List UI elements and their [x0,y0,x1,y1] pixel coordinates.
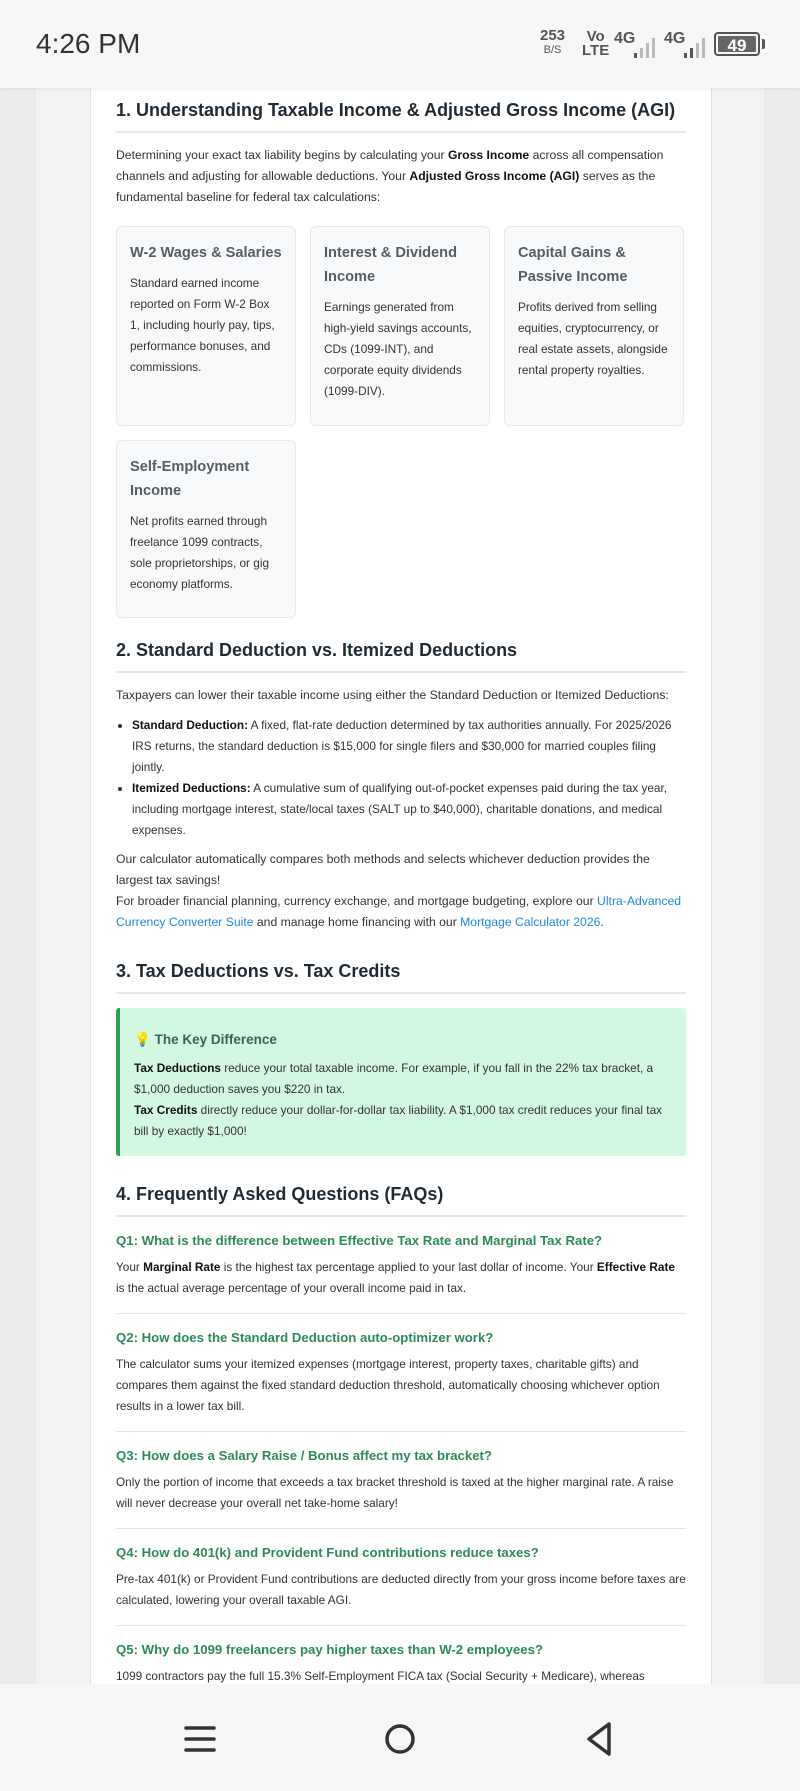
volte-bottom: LTE [582,42,610,59]
section-2-summary: Our calculator automatically compares both methods and selects whichever deduction provides the largest tax savings! [116,852,650,887]
section-1-heading: 1. Understanding Taxable Income & Adjusted Gross Income (AGI) [116,100,686,133]
faq-item [116,1446,686,1529]
key-difference-callout [116,1008,686,1156]
section-2-heading: 2. Standard Deduction vs. Itemized Deductions [116,640,686,673]
income-card-title: Self-Employment Income [130,459,250,499]
sim1-network-type: 4G [614,30,636,47]
volte-top: Vo [586,28,605,45]
network-speed [540,28,565,58]
faq-item [116,1328,686,1432]
clock: 4:26 PM [36,28,141,59]
deduction-list [116,715,686,841]
network-speed-value: 253 [540,27,566,44]
faq-answer: The calculator sums your itemized expenses (mortgage interest, property taxes, charitable gifts) and compares them against the fixed standard deduction threshold, automatically choosing whichever option results in a lower tax bill. [116,1357,660,1413]
income-card-title: W-2 Wages & Salaries [130,245,282,261]
sim2-network-type: 4G [664,30,686,47]
list-item: • Standard Deduction: A fixed, flat-rate deduction determined by tax authorities annually. For 2025/2026 IRS returns, the standard deduction is $15,000 for single filers and $30,000 for married couples filing jointly. [132,715,686,778]
income-card-text: Earnings generated from high-yield savings accounts, CDs (1099-INT), and corporate equity dividends (1099-DIV). [324,300,472,398]
income-card-text: Net profits earned through freelance 1099 contracts, sole proprietorships, or gig economy platforms. [130,514,270,591]
list-item: • Itemized Deductions: A cumulative sum of qualifying out-of-pocket expenses paid during the tax year, including mortgage interest, state/local taxes (SALT up to $40,000), charitable donations, and medical expenses. [132,778,686,841]
deductions-explainer: Tax Deductions reduce your total taxable income. For example, if you fall in the 22% tax bracket, a $1,000 deduction saves you $220 in tax. [134,1061,654,1096]
faq-question: Q2: How does the Standard Deduction auto-optimizer work? [116,1330,494,1345]
home-button[interactable] [375,1714,425,1764]
back-triangle-icon [575,1714,625,1764]
faq-question: Q5: Why do 1099 freelancers pay higher taxes than W-2 employees? [116,1642,544,1657]
faq-question: Q4: How do 401(k) and Provident Fund contributions reduce taxes? [116,1545,539,1560]
faq-answer: Only the portion of income that exceeds a tax bracket threshold is taxed at the higher marginal rate. A raise will never decrease your overall net take-home salary! [116,1475,674,1510]
faq-question: Q1: What is the difference between Effective Tax Rate and Marginal Tax Rate? [116,1233,603,1248]
currency-converter-link[interactable]: Ultra-Advanced Currency Converter Suite [116,894,682,929]
faq-answer: Your Marginal Rate is the highest tax percentage applied to your last dollar of income. Your Effective Rate is the actual average percentage of your overall income paid in tax. [116,1260,675,1295]
article-card [90,88,712,1684]
section-2-intro: Taxpayers can lower their taxable income using either the Standard Deduction or Itemized Deductions: [116,688,669,702]
section-2-links-paragraph: For broader financial planning, currency exchange, and mortgage budgeting, explore our Ultra-Advanced Currency Converter Suite and manage home financing with our Mortgage Calculator 2026. [116,894,682,929]
lightbulb-icon: 💡 [134,1032,151,1047]
faq-question: Q3: How does a Salary Raise / Bonus affect my tax bracket? [116,1448,492,1463]
recent-apps-button[interactable] [175,1714,225,1764]
section-4-heading: 4. Frequently Asked Questions (FAQs) [116,1184,686,1217]
callout-title: 💡 The Key Difference [134,1032,277,1047]
income-card-text: Profits derived from selling equities, cryptocurrency, or real estate assets, alongside rental property royalties. [518,300,668,377]
income-card-title: Interest & Dividend Income [324,245,457,285]
section-3-heading: 3. Tax Deductions vs. Tax Credits [116,961,686,994]
battery-icon [714,32,760,56]
system-navigation-bar [0,1684,800,1791]
faq-answer: Pre-tax 401(k) or Provident Fund contributions are deducted directly from your gross income before taxes are calculated, lowering your overall taxable AGI. [116,1572,686,1607]
back-button[interactable] [575,1714,625,1764]
home-circle-icon [375,1714,425,1764]
menu-icon [175,1714,225,1764]
status-bar [0,0,800,88]
faq-answer: 1099 contractors pay the full 15.3% Self-Employment FICA tax (Social Security + Medicare), whereas [116,1669,645,1683]
network-speed-unit: B/S [543,44,562,56]
battery-level: 49 [727,36,747,55]
income-card-self-employment [116,440,296,618]
faq-item [116,1231,686,1314]
battery-tip [762,39,765,49]
income-card-capital-gains [504,226,684,426]
credits-explainer: Tax Credits directly reduce your dollar-for-dollar tax liability. A $1,000 tax credit reduces your final tax bill by exactly $1,000! [134,1103,663,1138]
section-1-intro: Determining your exact tax liability begins by calculating your Gross Income across all compensation channels and adjusting for allowable deductions. Your Adjusted Gross Income (AGI) serves as the fundamental baseline for federal tax calculations: [116,148,664,204]
volte-indicator [582,30,609,58]
faq-item [116,1640,686,1684]
income-cards-grid [116,226,686,628]
mortgage-calculator-link[interactable]: Mortgage Calculator 2026 [460,915,601,929]
article-content [116,88,686,1684]
income-card-text: Standard earned income reported on Form W-2 Box 1, including hourly pay, tips, performance bonuses, and commissions. [130,276,275,374]
income-card-title: Capital Gains & Passive Income [518,245,628,285]
income-card-interest [310,226,490,426]
income-card-w2 [116,226,296,426]
faq-item [116,1543,686,1626]
